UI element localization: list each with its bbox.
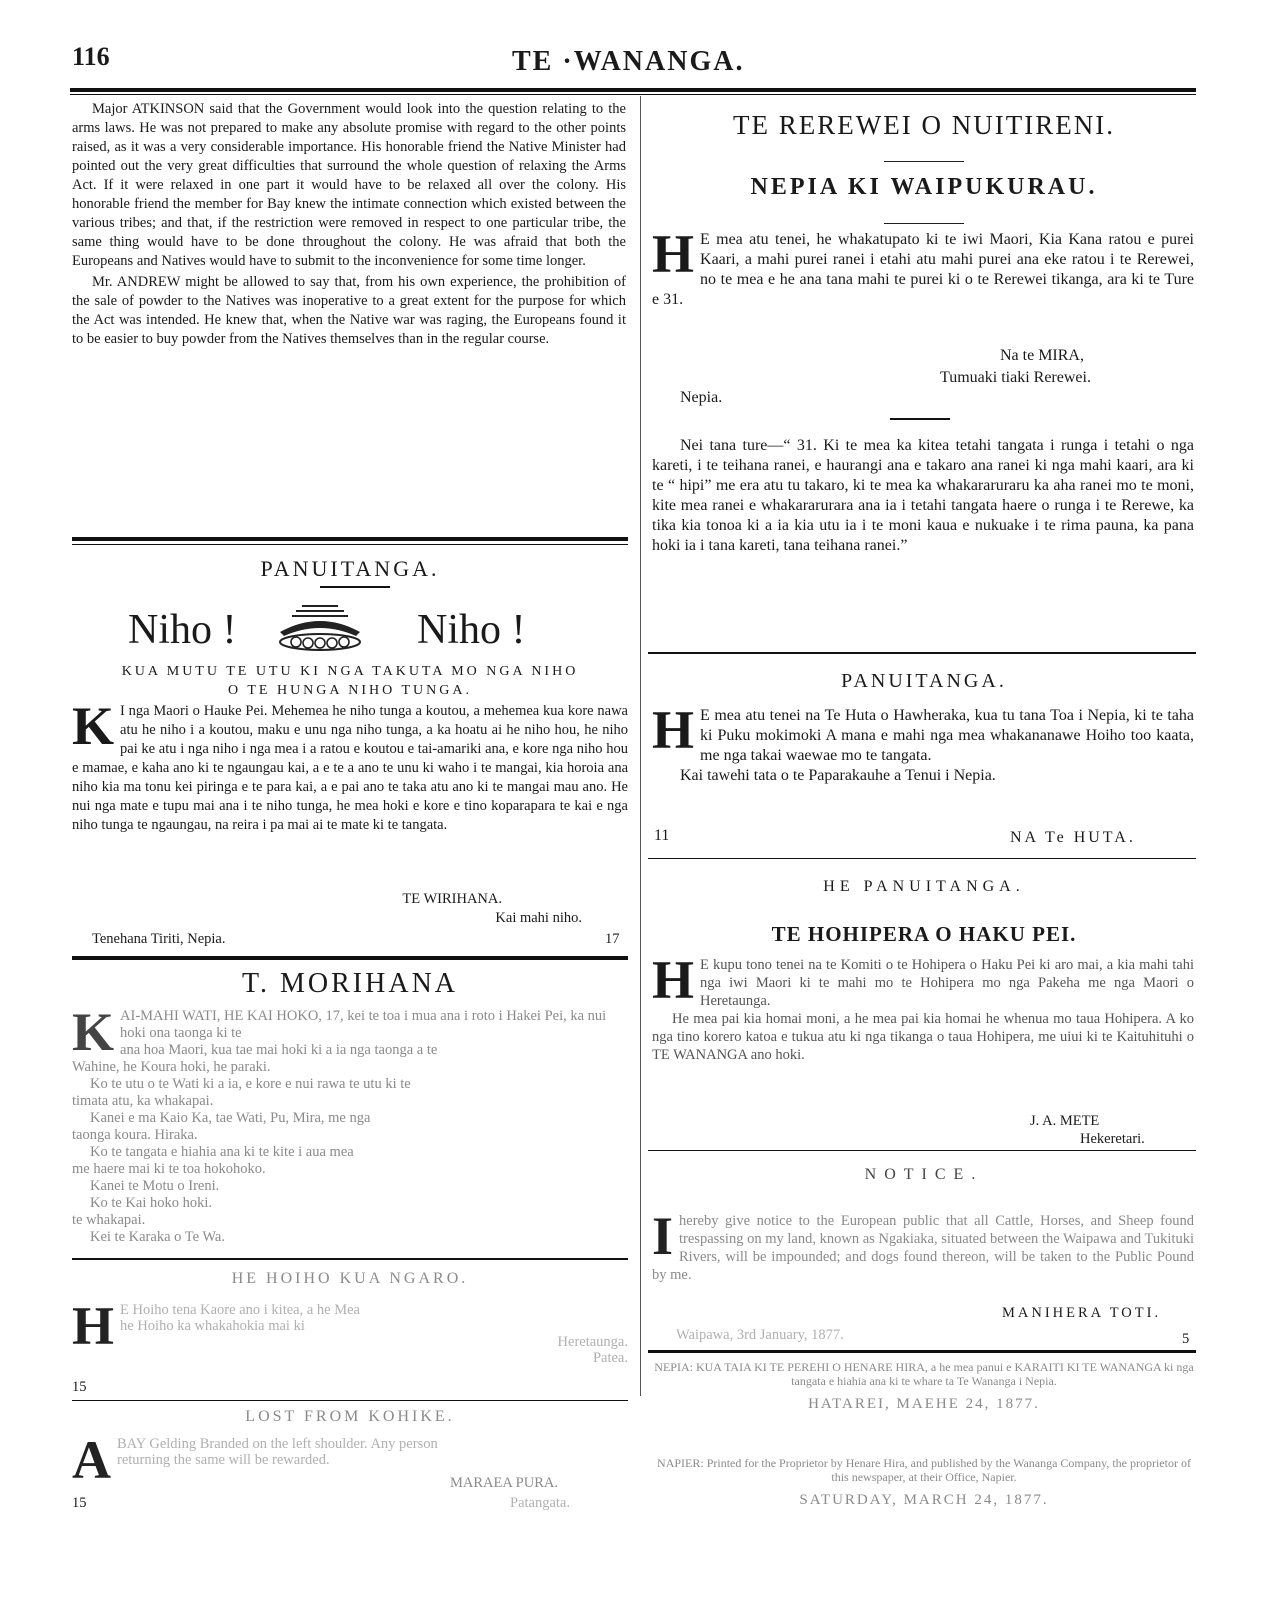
notice-sig: MANIHERA TOTI.: [1002, 1305, 1162, 1321]
morihana-line: Kei te Karaka o Te Wa.: [90, 1229, 225, 1245]
lost-line: returning the same will be rewarded.: [117, 1452, 330, 1468]
niho-subtitle-line2: O TE HUNGA NIHO TUNGA.: [228, 683, 472, 698]
niho-sig-name: TE WIRIHANA.: [402, 891, 502, 907]
imprint-date-maori: HATAREI, MAEHE 24, 1877.: [808, 1396, 1040, 1412]
header-rule-thin: [70, 94, 1196, 95]
lost-heading: LOST FROM KOHIKE.: [245, 1408, 455, 1425]
niho-place: Tenehana Tiriti, Nepia.: [92, 931, 226, 947]
hohipera-heading: TE HOHIPERA O HAKU PEI.: [771, 922, 1077, 946]
notice-heading: NOTICE.: [864, 1166, 984, 1183]
rerewei-body-text: E mea atu tenei, he whakatupato ki te iwi Maori, Kia Kana ratou e purei Kaari, a mahi purei ranei i etahi atu mahi purei ana eke ratou i te Rerewei, no te mea e he ana tana mahi te purei ki o te Rerewei tikanga, ara ki te Ture e 31.: [652, 231, 1194, 308]
section-rule: [72, 537, 628, 541]
morihana-line: taonga koura. Hiraka.: [72, 1127, 198, 1143]
morihana-line: AI-MAHI WATI, HE KAI HOKO, 17, kei te toa i mua ana i roto i Hakei Pei, ka nui hoki ona taonga ki te: [120, 1008, 607, 1041]
nepia-heading: NEPIA KI WAIPUKURAU.: [750, 174, 1098, 200]
niho-banner: [72, 598, 628, 658]
niho-number: 17: [605, 931, 620, 947]
imprint-date-english: SATURDAY, MARCH 24, 1877.: [799, 1492, 1049, 1508]
section-rule: [72, 956, 628, 960]
notice-number: 5: [1182, 1331, 1190, 1347]
huta-dropcap: H: [652, 700, 695, 760]
morihana-line: ana hoa Maori, kua tae mai hoki ki a ia nga taonga a te: [120, 1042, 438, 1058]
rerewei-sig2: Tumuaki tiaki Rerewei.: [940, 369, 1091, 386]
hohiho-dropcap: H: [72, 1296, 115, 1356]
section-rule: [72, 1258, 628, 1260]
hohipera-body: [652, 950, 1194, 1064]
niho-sig-role: Kai mahi niho.: [495, 910, 582, 926]
section-rule-thin: [72, 544, 628, 545]
morihana-line: me haere mai ki te toa hokohoko.: [72, 1161, 266, 1177]
morihana-line: Wahine, he Koura hoki, he paraki.: [72, 1059, 271, 1075]
notice-body-text: hereby give notice to the European public that all Cattle, Horses, and Sheep found trespassing on my land, known as Ngakiaka, situated between the Waipawa and Tukituki Rivers, will be impounded; and dogs found thereon, will be taken to the Public Pound by me.: [652, 1213, 1194, 1283]
lost-sig: MARAEA PURA.: [450, 1475, 558, 1491]
niho-body: [72, 696, 628, 835]
morihana-line: Kanei te Motu o Ireni.: [90, 1178, 220, 1194]
huta-body-text: E mea atu tenei na Te Huta o Hawheraka, kua tu tana Toa i Nepia, ki te taha ki Puku mokimoki A mana e mahi nga mea whakananawe Hoiho too kaata, me nga takai waewae mo te tangata.: [700, 707, 1194, 764]
panuitanga-heading: PANUITANGA.: [260, 556, 440, 581]
notice-date: Waipawa, 3rd January, 1877.: [676, 1327, 844, 1343]
huta-number: 11: [654, 827, 670, 844]
rerewei-rule: [890, 418, 950, 420]
header-rule: [70, 88, 1196, 92]
niho-right-title: Niho !: [417, 607, 526, 653]
morihana-dropcap: K: [72, 1002, 115, 1062]
rerewei-body: [652, 224, 1194, 310]
panuitanga-underline: [320, 586, 390, 588]
hohiho-heading: HE HOIHO KUA NGARO.: [231, 1270, 469, 1287]
imprint-maori: NEPIA: KUA TAIA KI TE PEREHI O HENARE HIRA, a he mea panui e KARAITI KI TE WANANGA ki nga tangata e hiahia ana ki te whare ta Te Wananga i Nepia.: [654, 1360, 1194, 1388]
lost-number: 15: [72, 1495, 87, 1511]
section-rule: [648, 652, 1196, 654]
section-rule: [648, 858, 1196, 859]
rerewei-place: Nepia.: [680, 389, 723, 406]
report-paragraph-atkinson: Major ATKINSON said that the Government would look into the question relating to the arms laws. He was not prepared to make any absolute promise with regard to the other points raised, as it was a very considerable importance. His honorable friend the Native Minister had pointed out the very great difficulties that surround the whole question of relaxing the Arms Act. If it were relaxed in one part it would have to be relaxed all over the colony. His honorable friend the member for Bay knew the intimate connection which existed between the various tribes; and that, if the restriction were removed in respect to one particular tribe, the same thing would have to be done throughout the colony. He was afraid that both the Europeans and Natives would have to submit to the inconvenience for some time longer.: [72, 101, 626, 269]
denture-icon: [272, 602, 368, 654]
notice-body: [652, 1206, 1194, 1284]
huta-body-text2: Kai tawehi tata o te Paparakauhe a Tenui i Nepia.: [680, 767, 996, 784]
morihana-line: Ko te utu o te Wati ki a ia, e kore e nui rawa te utu ki te: [90, 1076, 411, 1092]
he-panuitanga-heading: HE PANUITANGA.: [823, 878, 1025, 895]
hohiho-body: [72, 1296, 628, 1366]
morihana-line: Ko te Kai hoko hoki.: [90, 1195, 213, 1211]
report-paragraph-andrew: Mr. ANDREW might be allowed to say that, from his own experience, the prohibition of the sale of powder to the Natives was inoperative to a great extent for the purpose for which the Act was intended. He knew that, when the Native war was raging, the Europeans found it to be easier to buy powder from the Natives themselves than in the regular course.: [72, 274, 626, 347]
hohipera-body-text: E kupu tono tenei na te Komiti o te Hohipera o Haku Pei ki aro mai, a kia mahi tahi nga iwi Maori ki te mahi mo te Hohipera mo nga Pakeha me nga Maori o Heretaunga.: [700, 957, 1194, 1009]
hohiho-line: Heretaunga.: [557, 1334, 628, 1350]
rerewei-sig: Na te MIRA,: [1000, 347, 1084, 364]
imprint-english: NAPIER: Printed for the Proprietor by Henare Hira, and published by the Wananga Company, the proprietor of this newspaper, at their Office, Napier.: [657, 1456, 1191, 1484]
column-divider: [640, 96, 641, 1396]
ture-body: Nei tana ture—“ 31. Ki te mea ka kitea tetahi tangata i runga i tetahi o nga kareti, i te teihana ranei, e haurangi ana e takaro ana ranei ki nga mahi kaari, ara ki te “ hipi” me era atu tu takaro, ki te mea ka whakararuraru ka aha ranei mo te moni, kite mea ranei e whakararurara ana ia i tetahi tangata haere o runga i te Rerewe, ka tika kia tonoa ki a ia kia utu ia i te moni kaua e nukuake i te rima pauna, ka pana hoki ia i tana kareti, tana teihana ranei.”: [652, 437, 1194, 554]
section-rule: [72, 1400, 628, 1401]
lost-line: BAY Gelding Branded on the left shoulder. Any person: [117, 1436, 438, 1452]
morihana-line: Kanei e ma Kaio Ka, tae Wati, Pu, Mira, me nga: [90, 1110, 371, 1126]
morihana-body: [72, 1002, 628, 1246]
notice-dropcap: I: [652, 1206, 674, 1266]
hohipera-sig: J. A. METE: [1030, 1113, 1100, 1129]
imprint-rule: [648, 1350, 1196, 1353]
rerewei-dropcap: H: [652, 224, 695, 284]
hohiho-line: E Hoiho tena Kaore ano i kitea, a he Mea: [120, 1302, 360, 1318]
hohiho-line: he Hoiho ka whakahokia mai ki: [120, 1318, 305, 1334]
page-title: TE ·WANANGA.: [512, 46, 745, 77]
rerewei-ornament: [652, 152, 1196, 170]
niho-signature: [72, 890, 582, 928]
niho-left-title: Niho !: [128, 607, 237, 653]
huta-body: [652, 700, 1194, 786]
hohiho-line: Patea.: [592, 1350, 628, 1366]
huta-sig: NA Te HUTA.: [1010, 829, 1136, 846]
morihana-line: timata atu, ka whakapai.: [72, 1093, 214, 1109]
niho-dropcap: K: [72, 696, 115, 756]
lost-dropcap: A: [72, 1430, 111, 1490]
hohiho-number: 15: [72, 1379, 87, 1395]
parliament-report: [72, 100, 626, 349]
lost-sig2: Patangata.: [510, 1495, 570, 1511]
rerewei-heading: TE REREWEI O NUITIRENI.: [733, 110, 1115, 140]
hohipera-sig2: Hekeretari.: [1080, 1131, 1145, 1147]
morihana-heading: T. MORIHANA: [241, 968, 459, 999]
hohipera-body-text2: He mea pai kia homai moni, a he mea pai kia homai he whenua mo taua Hohipera. A ko nga tino korero katoa e tukua atu ki nga tikanga o taua Hohipera, me uiui ki te Kaituhituhi o TE WANANGA ano hoki.: [652, 1011, 1194, 1063]
niho-subtitle-line1: KUA MUTU TE UTU KI NGA TAKUTA MO NGA NIHO: [121, 664, 579, 679]
section-rule: [648, 1150, 1196, 1151]
morihana-line: Ko te tangata e hiahia ana ki te kite i aua mea: [90, 1144, 354, 1160]
page-number: 116: [72, 42, 110, 71]
hohipera-dropcap: H: [652, 950, 695, 1010]
niho-subtitle: [72, 662, 628, 700]
niho-body-text: I nga Maori o Hauke Pei. Mehemea he niho tunga a koutou, a mehemea kua kore nawa atu he niho i a koutou, maku e unu nga niho tunga, a ka hoatu ai he niho hou, he niho pai ke atu i nga niho i nga mea i a ratou e koutou e tai-amariki ana, e kore nga niho hou e mamae, e kaha ano ki te ngaungau kai, a e te a ano te unu ki waho i te mangai, kia horoia ana niho kia ma tonu kei piringa e te para kai, a e pai ano te taka atu ano ki te mangai mau ano. He nui nga mate e tupu mai ana i te niho tunga, he mea hoki e kore e tino koparapara te kai e nga niho tunga te ngaungau, na reira i pa mai ai te mate ki te tangata.: [72, 703, 628, 833]
page-header: [72, 42, 1192, 82]
panuitanga2-heading: PANUITANGA.: [841, 670, 1007, 692]
morihana-line: te whakapai.: [72, 1212, 146, 1228]
